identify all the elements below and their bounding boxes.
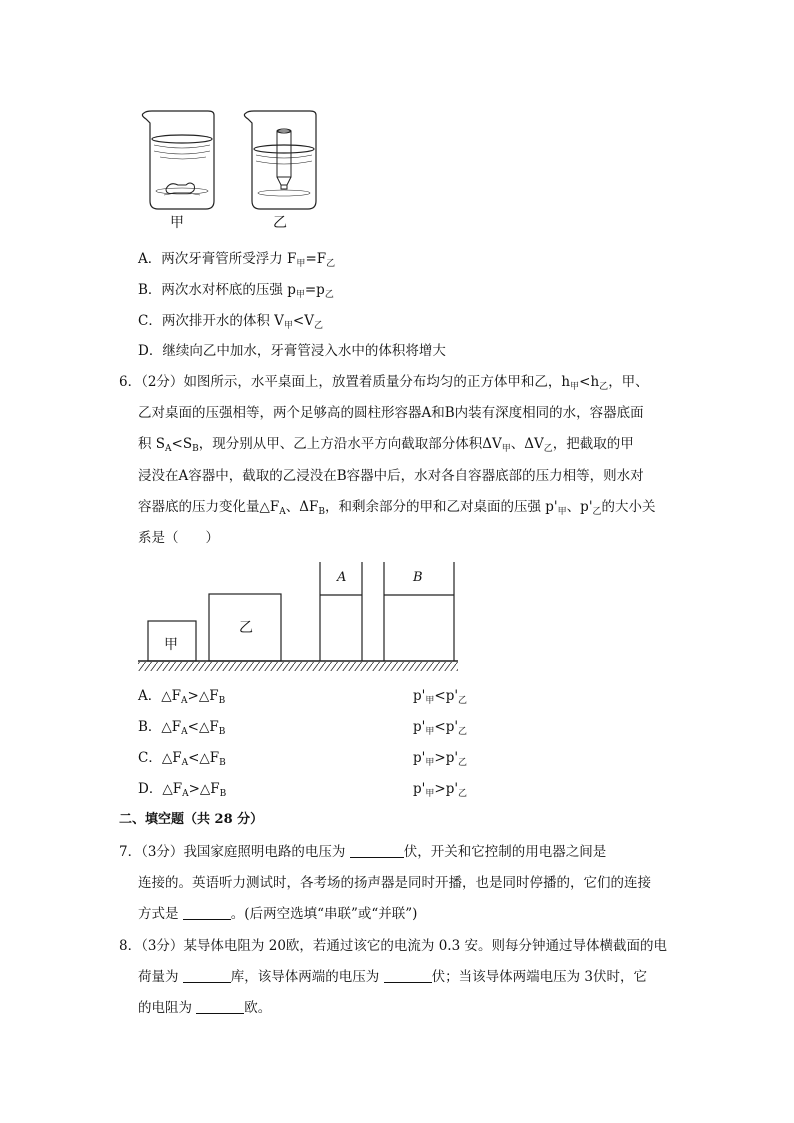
q6-option-a: A．$\triangle F_A>\triangle F_B$ $p'_甲<p'_乙$ <box>138 688 468 706</box>
q6-line-1: 6．（2分）如图所示，水平桌面上，放置着质量分布均匀的正方体甲和乙，$h_甲<h_乙$，甲、 <box>119 374 649 392</box>
container-figure <box>138 560 458 672</box>
container-label-b: B <box>413 570 423 585</box>
q7-blank-2[interactable] <box>183 905 231 920</box>
q8-blank-1[interactable] <box>183 968 231 983</box>
beaker-jia <box>142 111 214 209</box>
q8-blank-3[interactable] <box>196 999 244 1014</box>
container-label-a: A <box>337 570 347 585</box>
q6-option-d: D．$\triangle F_A>\triangle F_B$ $p'_甲>p'_乙$ <box>138 781 468 799</box>
cube-label-yi: 乙 <box>239 620 253 636</box>
cube-label-jia: 甲 <box>164 637 178 653</box>
q6-line-5: 容器底的压力变化量$\triangle F_A$、$\Delta F_B$，和剩余部分的甲和乙对桌面的压强 $p'_甲$、$p'_乙$的大小关 <box>138 499 656 517</box>
q5-option-b: B．两次水对杯底的压强 $p_甲=p_乙$ <box>138 282 334 300</box>
q7-blank-1[interactable] <box>350 843 404 858</box>
beaker-figure <box>130 105 330 230</box>
beaker-label-jia: 甲 <box>170 215 184 231</box>
q7-line-3: 方式是 。(后两空选填“串联”或“并联”) <box>138 906 418 922</box>
q8-blank-2[interactable] <box>384 968 432 983</box>
q5-option-d: D．继续向乙中加水，牙膏管浸入水中的体积将增大 <box>138 343 446 359</box>
q6-line-2: 乙对桌面的压强相等，两个足够高的圆柱形容器A和B内装有深度相同的水，容器底面 <box>138 405 644 421</box>
q5-option-c: C．两次排开水的体积 $V_甲<V_乙$ <box>138 313 323 331</box>
q8-line-3: 的电阻为 欧。 <box>138 1000 272 1016</box>
q6-line-3: 积 $S_A<S_B$，现分别从甲、乙上方沿水平方向截取部分体积$\Delta V_甲$、$\Delta V_乙$，把截取的甲 <box>138 436 634 454</box>
section-title: 二、填空题（共 28 分） <box>119 812 264 827</box>
q8-line-2: 荷量为 库，该导体两端的电压为 伏；当该导体两端电压为 3伏时，它 <box>138 969 647 985</box>
q6-option-c: C．$\triangle F_A<\triangle F_B$ $p'_甲>p'_乙$ <box>138 750 468 768</box>
q5-option-a: A．两次牙膏管所受浮力 $F_甲=F_乙$ <box>138 251 336 269</box>
beaker-yi <box>244 111 316 209</box>
q6-line-4: 浸没在A容器中，截取的乙浸没在B容器中后，水对各自容器底部的压力相等，则水对 <box>138 468 644 484</box>
q8-line-1: 8．（3分）某导体电阻为 20欧，若通过该它的电流为 0.3 安。则每分钟通过导体横截面的电 <box>119 938 667 954</box>
q7-line-2: 连接的。英语听力测试时，各考场的扬声器是同时开播，也是同时停播的，它们的连接 <box>138 875 651 891</box>
q6-line-6: 系是（ ） <box>138 530 219 546</box>
q6-option-b: B．$\triangle F_A<\triangle F_B$ $p'_甲<p'_乙$ <box>138 719 468 737</box>
beaker-label-yi: 乙 <box>273 215 287 231</box>
q7-line-1: 7．（3分）我国家庭照明电路的电压为 伏，开关和它控制的用电器之间是 <box>119 844 607 860</box>
